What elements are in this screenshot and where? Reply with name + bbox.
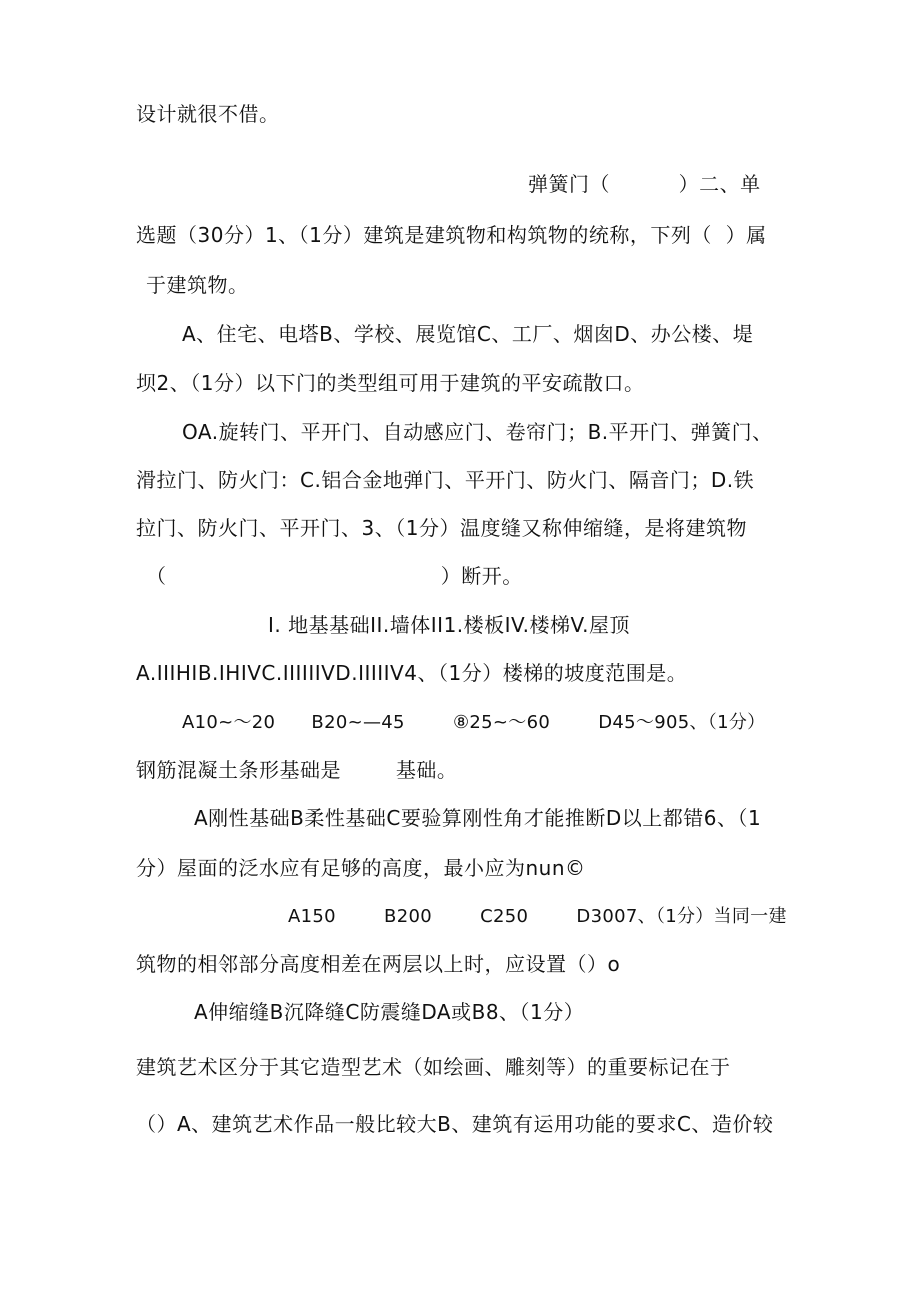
text-line: OA.旋转门、平开门、自动感应门、卷帘门；B.平开门、弹簧门、 [182, 420, 773, 444]
text-line: A150 B200 C250 D3007、（1分）当同一建 [288, 906, 787, 927]
text-line: 选题（30分）1、（1分）建筑是建筑物和构筑物的统称，下列（ ）属 [136, 223, 767, 247]
text-line: （ ）断开。 [146, 564, 523, 588]
text-line: 于建筑物。 [146, 273, 249, 297]
text-line: A伸缩缝B沉降缝C防震缝DA或B8、（1分） [194, 1000, 585, 1024]
text-line: A刚性基础B柔性基础C要验算刚性角才能推断D以上都错6、（1 [194, 806, 762, 830]
text-line: 坝2、（1分）以下门的类型组可用于建筑的平安疏散口。 [136, 371, 645, 395]
text-line: 钢筋混凝土条形基础是 基础。 [136, 758, 458, 782]
text-line: 弹簧门（ ）二、单 [528, 172, 761, 196]
text-line: 筑物的相邻部分高度相差在两层以上时，应设置（）o [136, 952, 621, 976]
text-line: A、住宅、电塔B、学校、展览馆C、工厂、烟囱D、办公楼、堤 [182, 322, 754, 346]
text-line: A10~～20 B20~—45 ⑧25~～60 D45～905、（1分） [182, 712, 766, 733]
text-line: （）A、建筑艺术作品一般比较大B、建筑有运用功能的要求C、造价较 [136, 1112, 774, 1136]
text-line: 设计就很不借。 [136, 102, 280, 126]
text-line: 拉门、防火门、平开门、3、（1分）温度缝又称伸缩缝，是将建筑物 [136, 516, 747, 540]
text-line: A.IIIHIB.IHIVC.IIIIIIVD.IIIIIV4、（1分）楼梯的坡度范围是。 [136, 661, 688, 685]
text-line: I. 地基基础II.墙体II1.楼板IV.楼梯V.屋顶 [268, 613, 630, 637]
text-line: 建筑艺术区分于其它造型艺术（如绘画、雕刻等）的重要标记在于 [136, 1055, 731, 1079]
text-line: 分）屋面的泛水应有足够的高度，最小应为nun© [136, 856, 586, 880]
text-line: 滑拉门、防火门：C.铝合金地弹门、平开门、防火门、隔音门；D.铁 [136, 468, 755, 492]
